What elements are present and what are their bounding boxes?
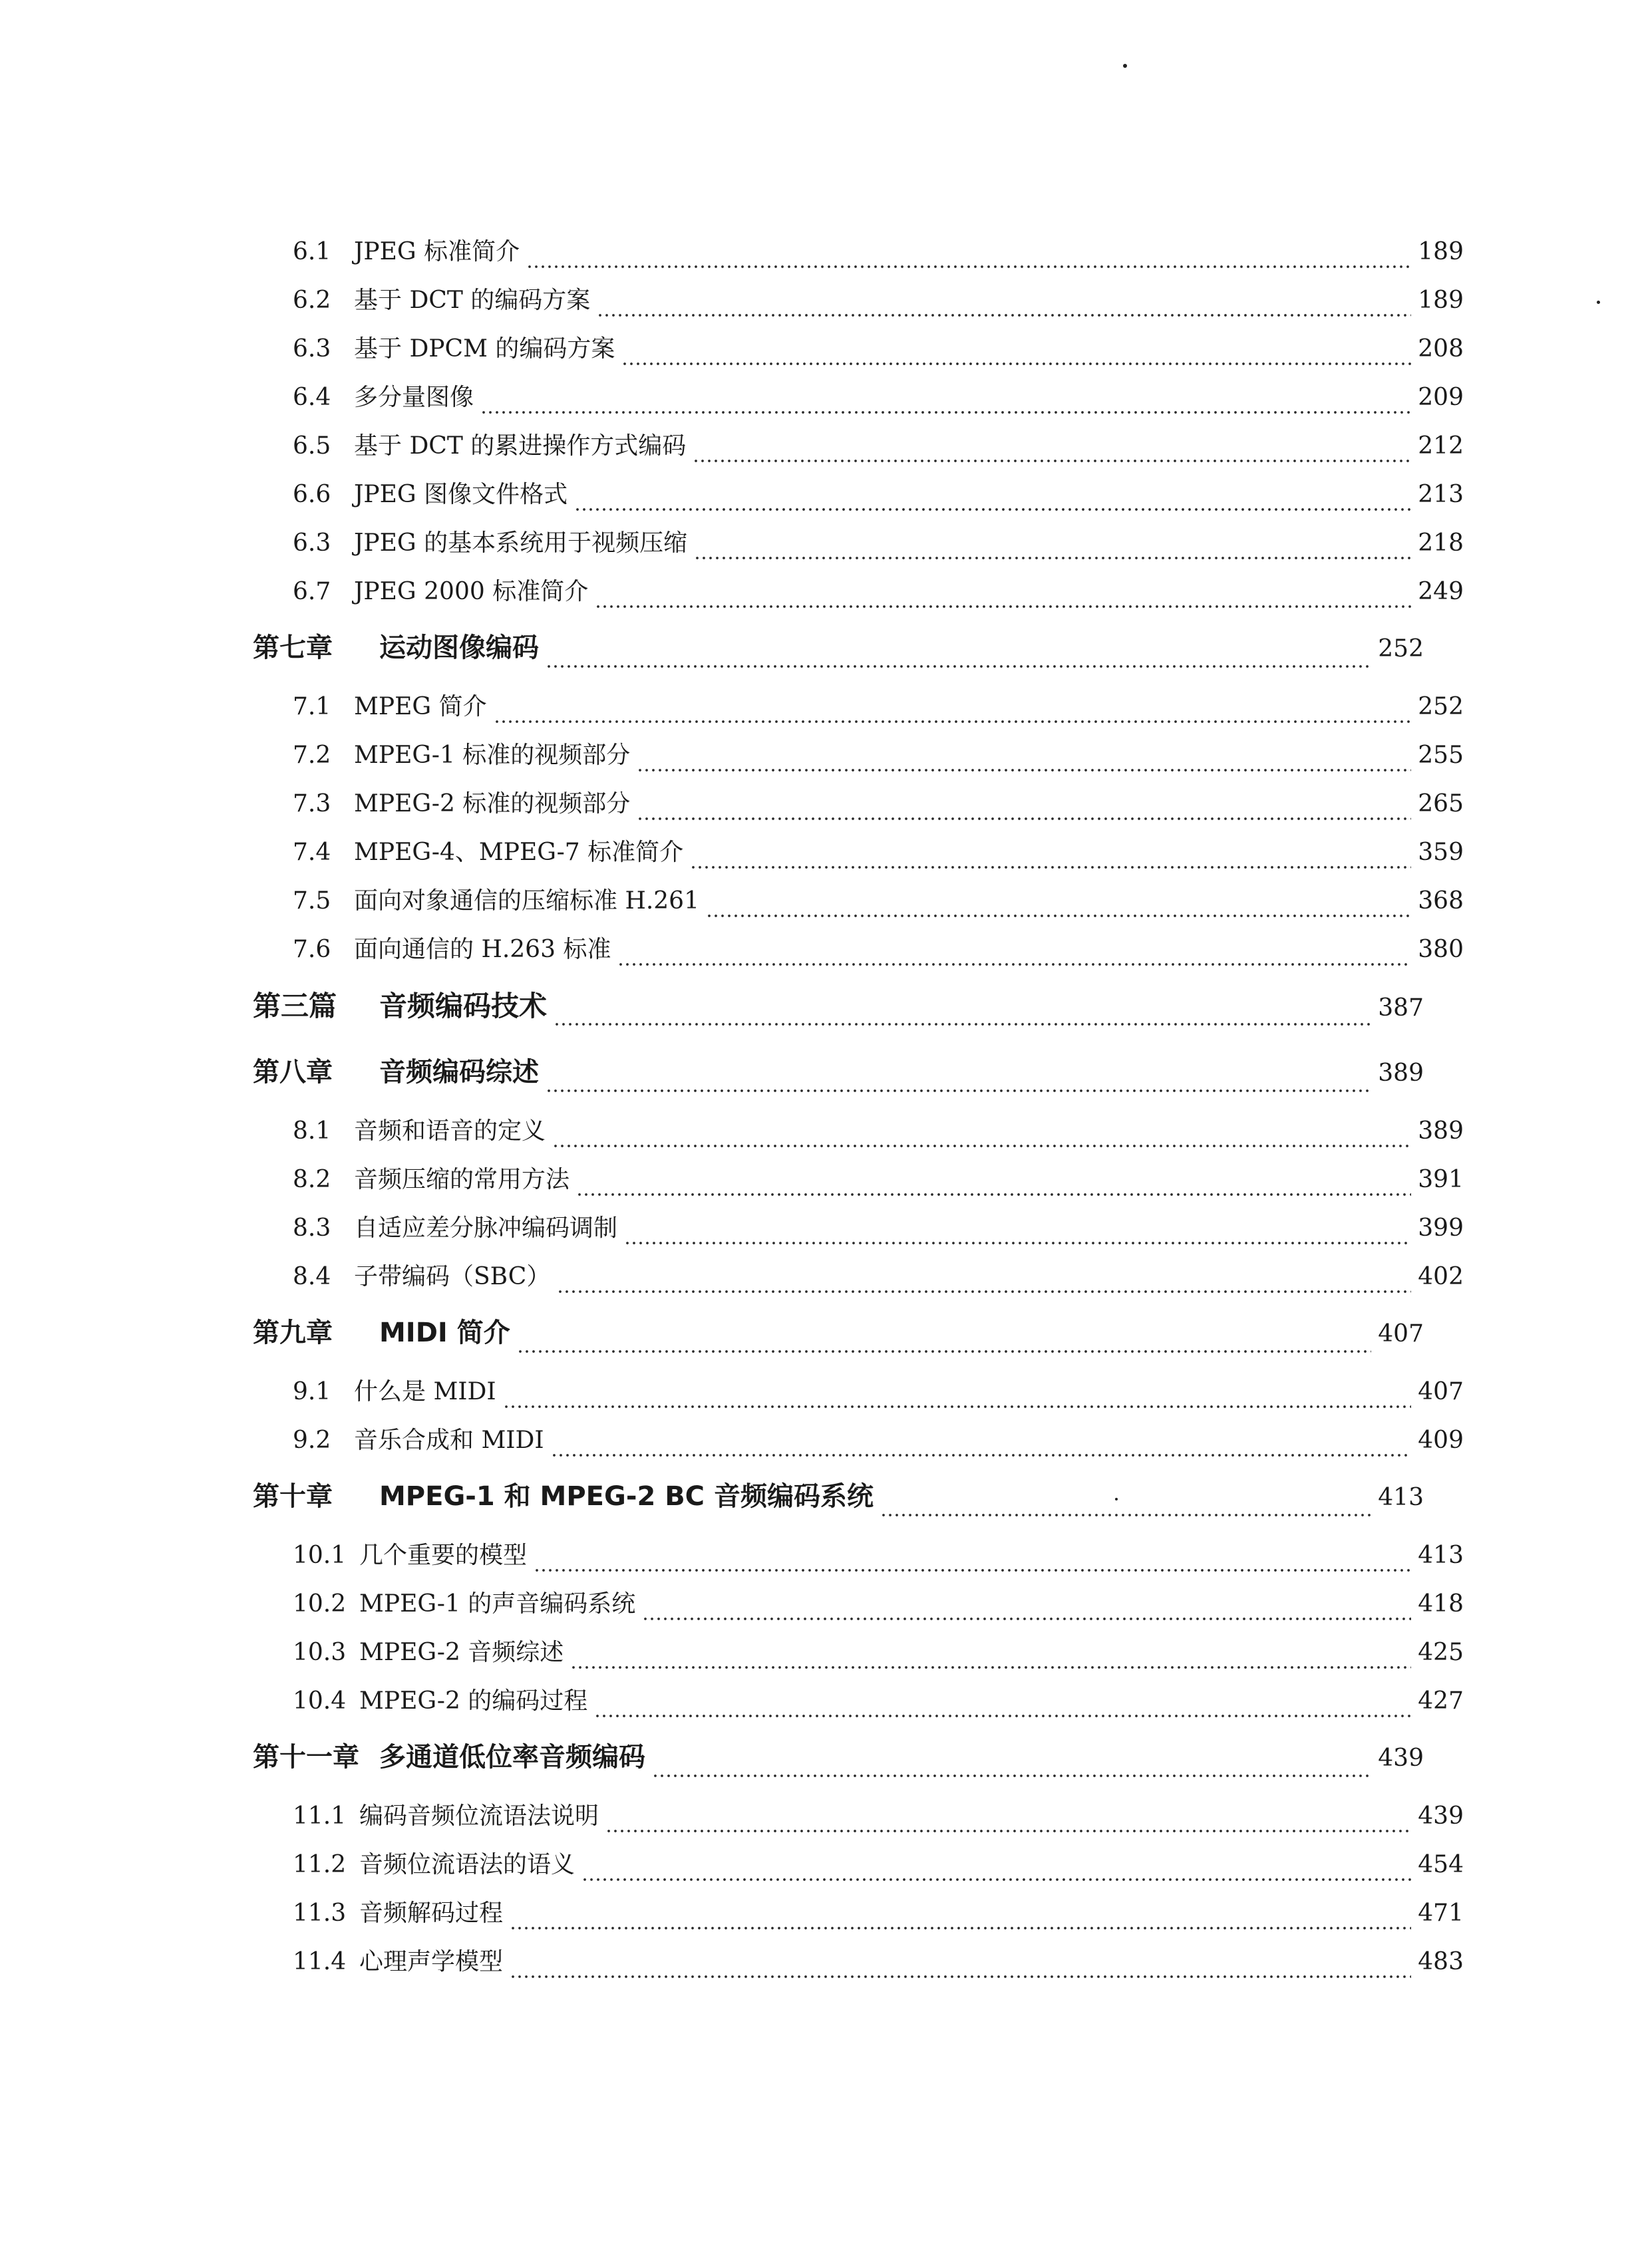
dot-leader [594, 1715, 1411, 1717]
section-title: MPEG-1 的声音编码系统 [359, 1590, 636, 1618]
toc-section-6-3[interactable] [253, 330, 1464, 378]
toc-section-9-1[interactable] [253, 1373, 1464, 1421]
page-number: 208 [1418, 335, 1464, 362]
page-number: 407 [1378, 1320, 1424, 1347]
page-number: 380 [1418, 936, 1464, 963]
toc-chapter-9[interactable] [253, 1306, 1424, 1373]
toc-section-6-3b[interactable] [253, 524, 1464, 573]
section-title: JPEG 2000 标准简介 [354, 578, 589, 605]
toc-section-6-2[interactable] [253, 281, 1464, 330]
dot-leader [554, 1023, 1371, 1026]
page-number: 483 [1418, 1948, 1464, 1975]
toc-chapter-11[interactable] [253, 1731, 1424, 1797]
section-title: MPEG-4、MPEG-7 标准简介 [354, 839, 684, 866]
page-number: 218 [1418, 529, 1464, 557]
section-title: 基于 DCT 的编码方案 [354, 287, 591, 314]
section-title: MPEG-2 标准的视频部分 [354, 790, 631, 817]
dot-leader [637, 817, 1411, 820]
dot-leader [557, 1290, 1411, 1293]
section-number: 7.4 [293, 839, 331, 866]
toc-part-3[interactable] [253, 979, 1424, 1046]
page-number: 209 [1418, 384, 1464, 411]
toc-section-10-1[interactable] [253, 1536, 1464, 1585]
toc-section-8-1[interactable] [253, 1112, 1464, 1161]
dot-leader [642, 1618, 1411, 1620]
toc-section-11-2[interactable] [253, 1846, 1464, 1894]
section-number: 7.2 [293, 742, 331, 769]
dot-leader [546, 1089, 1371, 1092]
section-title: MPEG-1 标准的视频部分 [354, 742, 631, 769]
section-number: 7.1 [293, 693, 331, 720]
chapter-title: 多通道低位率音频编码 [379, 1742, 645, 1772]
dot-leader [546, 665, 1371, 668]
section-number: 7.3 [293, 790, 331, 817]
page-number: 409 [1418, 1427, 1464, 1454]
section-number: 6.7 [293, 578, 331, 605]
page-number: 359 [1418, 839, 1464, 866]
toc-section-9-2[interactable] [253, 1421, 1464, 1470]
page-number: 189 [1418, 287, 1464, 314]
toc-chapter-10[interactable] [253, 1470, 1424, 1536]
section-number: 8.4 [293, 1263, 331, 1290]
page-number: 212 [1418, 432, 1464, 460]
section-number: 10.2 [293, 1590, 347, 1618]
section-number: 6.5 [293, 432, 331, 460]
dot-leader [690, 866, 1411, 869]
dot-leader [621, 362, 1411, 365]
section-number: 11.4 [293, 1948, 347, 1975]
toc-section-6-6[interactable] [253, 476, 1464, 524]
section-title: 心理声学模型 [359, 1948, 504, 1975]
section-title: 什么是 MIDI [354, 1378, 496, 1405]
page-number: 425 [1418, 1639, 1464, 1666]
section-number: 7.6 [293, 936, 331, 963]
section-number: 10.1 [293, 1542, 347, 1569]
section-title: JPEG 的基本系统用于视频压缩 [354, 529, 688, 557]
section-number: 10.3 [293, 1639, 347, 1666]
section-title: 音乐合成和 MIDI [354, 1427, 544, 1454]
section-number: 8.2 [293, 1166, 331, 1193]
dot-leader [624, 1242, 1411, 1244]
section-number: 11.2 [293, 1851, 347, 1878]
dot-leader [552, 1145, 1411, 1147]
page-number: 413 [1378, 1484, 1424, 1511]
dot-leader [494, 720, 1412, 723]
page-number: 189 [1418, 238, 1464, 265]
section-number: 11.1 [293, 1802, 347, 1830]
section-number: 8.1 [293, 1117, 331, 1145]
section-number: 6.6 [293, 481, 331, 508]
toc-chapter-7[interactable] [253, 621, 1424, 688]
dot-leader [581, 1878, 1411, 1881]
toc-section-10-2[interactable] [253, 1585, 1464, 1633]
section-title: MPEG-2 音频综述 [359, 1639, 564, 1666]
page-number: 389 [1418, 1117, 1464, 1145]
section-number: 11.3 [293, 1900, 347, 1927]
section-title: JPEG 图像文件格式 [354, 481, 568, 508]
page-number: 387 [1378, 994, 1424, 1022]
page-number: 454 [1418, 1851, 1464, 1878]
page-number: 255 [1418, 742, 1464, 769]
toc-section-7-5[interactable] [253, 882, 1464, 930]
page-number: 471 [1418, 1900, 1464, 1927]
page-number: 402 [1418, 1263, 1464, 1290]
dot-leader [551, 1454, 1412, 1457]
dot-leader [510, 1927, 1411, 1929]
section-title: 基于 DCT 的累进操作方式编码 [354, 432, 687, 460]
toc-section-6-7[interactable] [253, 573, 1464, 621]
scan-speck [1123, 64, 1127, 68]
dot-leader [637, 769, 1411, 772]
toc-section-8-2[interactable] [253, 1161, 1464, 1209]
dot-leader [574, 508, 1411, 511]
toc-section-7-1[interactable] [253, 688, 1464, 736]
section-number: 6.3 [293, 529, 331, 557]
page-number: 391 [1418, 1166, 1464, 1193]
chapter-number: 第八章 [253, 1057, 333, 1087]
page-number: 368 [1418, 887, 1464, 915]
toc-section-6-4[interactable] [253, 378, 1464, 427]
chapter-title: 运动图像编码 [379, 633, 539, 663]
section-number: 10.4 [293, 1687, 347, 1715]
page-number: 265 [1418, 790, 1464, 817]
toc-section-7-2[interactable] [253, 736, 1464, 785]
chapter-number: 第九章 [253, 1318, 333, 1348]
toc-section-10-4[interactable] [253, 1682, 1464, 1731]
page-number: 439 [1418, 1802, 1464, 1830]
toc-chapter-8[interactable] [253, 1046, 1424, 1112]
section-title: 多分量图像 [354, 384, 474, 411]
dot-leader [480, 411, 1411, 414]
section-title: 编码音频位流语法说明 [359, 1802, 599, 1830]
part-number: 第三篇 [253, 990, 337, 1022]
chapter-title: 音频编码综述 [379, 1057, 539, 1087]
toc-section-7-4[interactable] [253, 833, 1464, 882]
dot-leader [880, 1514, 1371, 1516]
dot-leader [576, 1193, 1411, 1196]
dot-leader [605, 1830, 1411, 1832]
chapter-number: 第十章 [253, 1481, 333, 1512]
section-number: 8.3 [293, 1214, 331, 1242]
dot-leader [597, 314, 1411, 317]
dot-leader [517, 1350, 1372, 1353]
dot-leader [652, 1774, 1371, 1777]
page-number: 439 [1378, 1745, 1424, 1772]
dot-leader [694, 557, 1411, 559]
page-number: 249 [1418, 578, 1464, 605]
toc-section-10-3[interactable] [253, 1633, 1464, 1682]
section-title: JPEG 标准简介 [354, 238, 520, 265]
dot-leader [510, 1975, 1411, 1978]
section-number: 7.5 [293, 887, 331, 915]
section-number: 9.2 [293, 1427, 331, 1454]
toc-section-7-3[interactable] [253, 785, 1464, 833]
page-number: 389 [1378, 1060, 1424, 1087]
page-number: 407 [1418, 1378, 1464, 1405]
section-title: MPEG 简介 [354, 693, 487, 720]
chapter-title: MIDI 简介 [379, 1318, 510, 1348]
section-title: 面向通信的 H.263 标准 [354, 936, 611, 963]
section-number: 9.1 [293, 1378, 331, 1405]
section-number: 6.1 [293, 238, 331, 265]
dot-leader [570, 1666, 1411, 1669]
chapter-title: MPEG-1 和 MPEG-2 BC 音频编码系统 [379, 1481, 874, 1512]
toc-section-7-6[interactable] [253, 930, 1464, 979]
page-number: 418 [1418, 1590, 1464, 1618]
section-number: 6.3 [293, 335, 331, 362]
section-title: 音频压缩的常用方法 [354, 1166, 570, 1193]
section-title: 音频和语音的定义 [354, 1117, 546, 1145]
dot-leader [595, 605, 1411, 608]
toc-section-11-1[interactable] [253, 1797, 1464, 1846]
chapter-number: 第七章 [253, 633, 333, 663]
dot-leader [617, 963, 1411, 966]
section-title: 子带编码（SBC） [354, 1263, 551, 1290]
toc-section-8-4[interactable] [253, 1258, 1464, 1306]
dot-leader [534, 1569, 1411, 1572]
chapter-number: 第十一章 [253, 1742, 359, 1772]
page-number: 252 [1418, 693, 1464, 720]
page-number: 427 [1418, 1687, 1464, 1715]
page-number: 399 [1418, 1214, 1464, 1242]
section-title: MPEG-2 的编码过程 [359, 1687, 588, 1715]
scan-speck [1597, 301, 1600, 304]
toc-section-11-4[interactable] [253, 1943, 1464, 1991]
section-title: 几个重要的模型 [359, 1542, 528, 1569]
dot-leader [693, 460, 1411, 462]
page-number: 413 [1418, 1542, 1464, 1569]
section-title: 面向对象通信的压缩标准 H.261 [354, 887, 699, 915]
dot-leader [706, 915, 1411, 917]
table-of-contents [253, 233, 1464, 1991]
toc-section-6-5[interactable] [253, 427, 1464, 476]
section-number: 6.4 [293, 384, 331, 411]
page-number: 252 [1378, 635, 1424, 662]
dot-leader [526, 265, 1411, 268]
section-title: 音频解码过程 [359, 1900, 504, 1927]
section-title: 基于 DPCM 的编码方案 [354, 335, 615, 362]
part-title: 音频编码技术 [379, 990, 548, 1022]
dot-leader [503, 1405, 1412, 1408]
page-number: 213 [1418, 481, 1464, 508]
toc-section-11-3[interactable] [253, 1894, 1464, 1943]
toc-section-8-3[interactable] [253, 1209, 1464, 1258]
toc-section-6-1[interactable] [253, 233, 1464, 281]
section-number: 6.2 [293, 287, 331, 314]
section-title: 音频位流语法的语义 [359, 1851, 575, 1878]
section-title: 自适应差分脉冲编码调制 [354, 1214, 618, 1242]
